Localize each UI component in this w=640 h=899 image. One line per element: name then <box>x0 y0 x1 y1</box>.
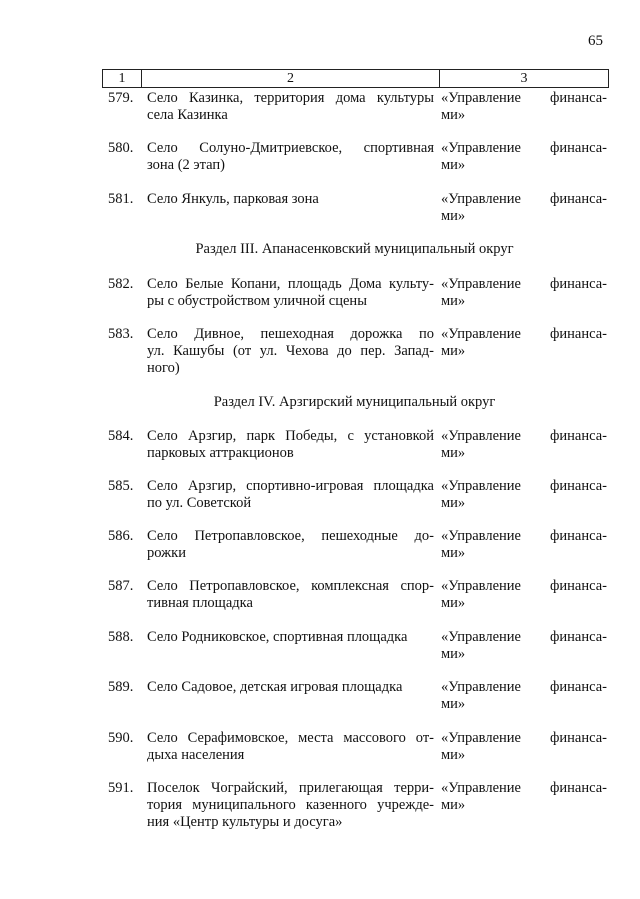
row-executor <box>441 428 607 462</box>
row-number: 586. <box>108 528 134 544</box>
description-line: Село Петропавловское, комплексная спор- <box>147 578 434 594</box>
section-title: Раздел III. Апанасенковский муниципальный округ <box>195 241 514 257</box>
description-line: зона (2 этап) <box>147 157 225 173</box>
description-line: дыха населения <box>147 747 245 763</box>
executor-line-2: ми» <box>441 595 466 611</box>
row-executor <box>441 679 607 713</box>
description-line: села Казинка <box>147 107 228 123</box>
executor-line-2: ми» <box>441 747 466 763</box>
row-executor <box>441 730 607 764</box>
header-col-2: 2 <box>142 70 440 87</box>
description-line: рожки <box>147 545 186 561</box>
executor-word-1: «Управление <box>441 140 521 156</box>
description-line: ния «Центр культуры и досуга» <box>147 814 343 830</box>
executor-line-2: ми» <box>441 293 466 309</box>
executor-word-2: финанса- <box>550 629 607 645</box>
executor-word-2: финанса- <box>550 90 607 106</box>
row-description <box>147 528 434 562</box>
executor-word-2: финанса- <box>550 191 607 207</box>
description-line: ры с обустройством уличной сцены <box>147 293 367 309</box>
description-line: парковых аттракционов <box>147 445 294 461</box>
row-number: 589. <box>108 679 134 695</box>
executor-word-1: «Управление <box>441 679 521 695</box>
executor-word-1: «Управление <box>441 780 521 796</box>
row-executor <box>441 578 607 612</box>
description-line: ного) <box>147 360 180 376</box>
description-line: Село Дивное, пешеходная дорожка по <box>147 326 434 342</box>
row-number: 591. <box>108 780 134 796</box>
row-number: 580. <box>108 140 134 156</box>
executor-word-2: финанса- <box>550 276 607 292</box>
executor-word-1: «Управление <box>441 191 521 207</box>
executor-line-2: ми» <box>441 797 466 813</box>
executor-line-2: ми» <box>441 545 466 561</box>
row-executor <box>441 276 607 310</box>
executor-word-2: финанса- <box>550 528 607 544</box>
row-description <box>147 629 434 646</box>
description-line: Село Солуно-Дмитриевское, спортивная <box>147 140 434 156</box>
row-executor <box>441 140 607 174</box>
row-description <box>147 276 434 310</box>
table-header <box>102 69 609 88</box>
description-line: Село Серафимовское, места массового от- <box>147 730 434 746</box>
executor-word-1: «Управление <box>441 478 521 494</box>
row-number: 582. <box>108 276 134 292</box>
header-col-1: 1 <box>103 70 142 87</box>
description-line: Село Арзгир, спортивно-игровая площадка <box>147 478 434 494</box>
executor-word-1: «Управление <box>441 326 521 342</box>
row-description <box>147 326 434 377</box>
row-number: 584. <box>108 428 134 444</box>
description-line: Село Садовое, детская игровая площадка <box>147 679 403 695</box>
row-executor <box>441 780 607 814</box>
row-description <box>147 578 434 612</box>
row-description <box>147 679 434 696</box>
row-executor <box>441 528 607 562</box>
description-line: Село Петропавловское, пешеходные до- <box>147 528 434 544</box>
executor-word-1: «Управление <box>441 629 521 645</box>
executor-line-2: ми» <box>441 343 466 359</box>
executor-word-1: «Управление <box>441 730 521 746</box>
description-line: Село Янкуль, парковая зона <box>147 191 319 207</box>
row-number: 581. <box>108 191 134 207</box>
executor-word-1: «Управление <box>441 528 521 544</box>
row-executor <box>441 90 607 124</box>
row-number: 587. <box>108 578 134 594</box>
executor-word-2: финанса- <box>550 780 607 796</box>
page-number: 65 <box>588 33 603 49</box>
section-title: Раздел IV. Арзгирский муниципальный округ <box>213 394 496 410</box>
description-line: ул. Кашубы (от ул. Чехова до пер. Запад- <box>147 343 434 359</box>
executor-word-2: финанса- <box>550 679 607 695</box>
row-number: 585. <box>108 478 134 494</box>
executor-line-2: ми» <box>441 208 466 224</box>
executor-word-1: «Управление <box>441 578 521 594</box>
description-line: Село Родниковское, спортивная площадка <box>147 629 408 645</box>
row-executor <box>441 629 607 663</box>
description-line: тивная площадка <box>147 595 253 611</box>
executor-word-1: «Управление <box>441 428 521 444</box>
executor-word-2: финанса- <box>550 326 607 342</box>
description-line: Село Казинка, территория дома культуры <box>147 90 434 106</box>
executor-word-2: финанса- <box>550 140 607 156</box>
description-line: Село Белые Копани, площадь Дома культу- <box>147 276 434 292</box>
row-description <box>147 730 434 764</box>
executor-line-2: ми» <box>441 107 466 123</box>
description-line: Поселок Чограйский, прилегающая терри- <box>147 780 434 796</box>
row-number: 588. <box>108 629 134 645</box>
row-number: 590. <box>108 730 134 746</box>
row-description <box>147 780 434 831</box>
description-line: Село Арзгир, парк Победы, с установкой <box>147 428 434 444</box>
executor-word-1: «Управление <box>441 90 521 106</box>
row-number: 583. <box>108 326 134 342</box>
header-col-3: 3 <box>520 71 528 86</box>
row-number: 579. <box>108 90 134 106</box>
description-line: по ул. Советской <box>147 495 252 511</box>
row-description <box>147 191 434 208</box>
description-line: тория муниципального казенного учрежде- <box>147 797 434 813</box>
executor-line-2: ми» <box>441 696 466 712</box>
executor-word-2: финанса- <box>550 478 607 494</box>
row-executor <box>441 478 607 512</box>
row-executor <box>441 191 607 225</box>
row-description <box>147 90 434 124</box>
executor-line-2: ми» <box>441 157 466 173</box>
executor-word-2: финанса- <box>550 578 607 594</box>
executor-word-2: финанса- <box>550 428 607 444</box>
executor-line-2: ми» <box>441 495 466 511</box>
row-description <box>147 478 434 512</box>
row-executor <box>441 326 607 360</box>
executor-line-2: ми» <box>441 646 466 662</box>
executor-line-2: ми» <box>441 445 466 461</box>
row-description <box>147 140 434 174</box>
executor-word-2: финанса- <box>550 730 607 746</box>
row-description <box>147 428 434 462</box>
executor-word-1: «Управление <box>441 276 521 292</box>
